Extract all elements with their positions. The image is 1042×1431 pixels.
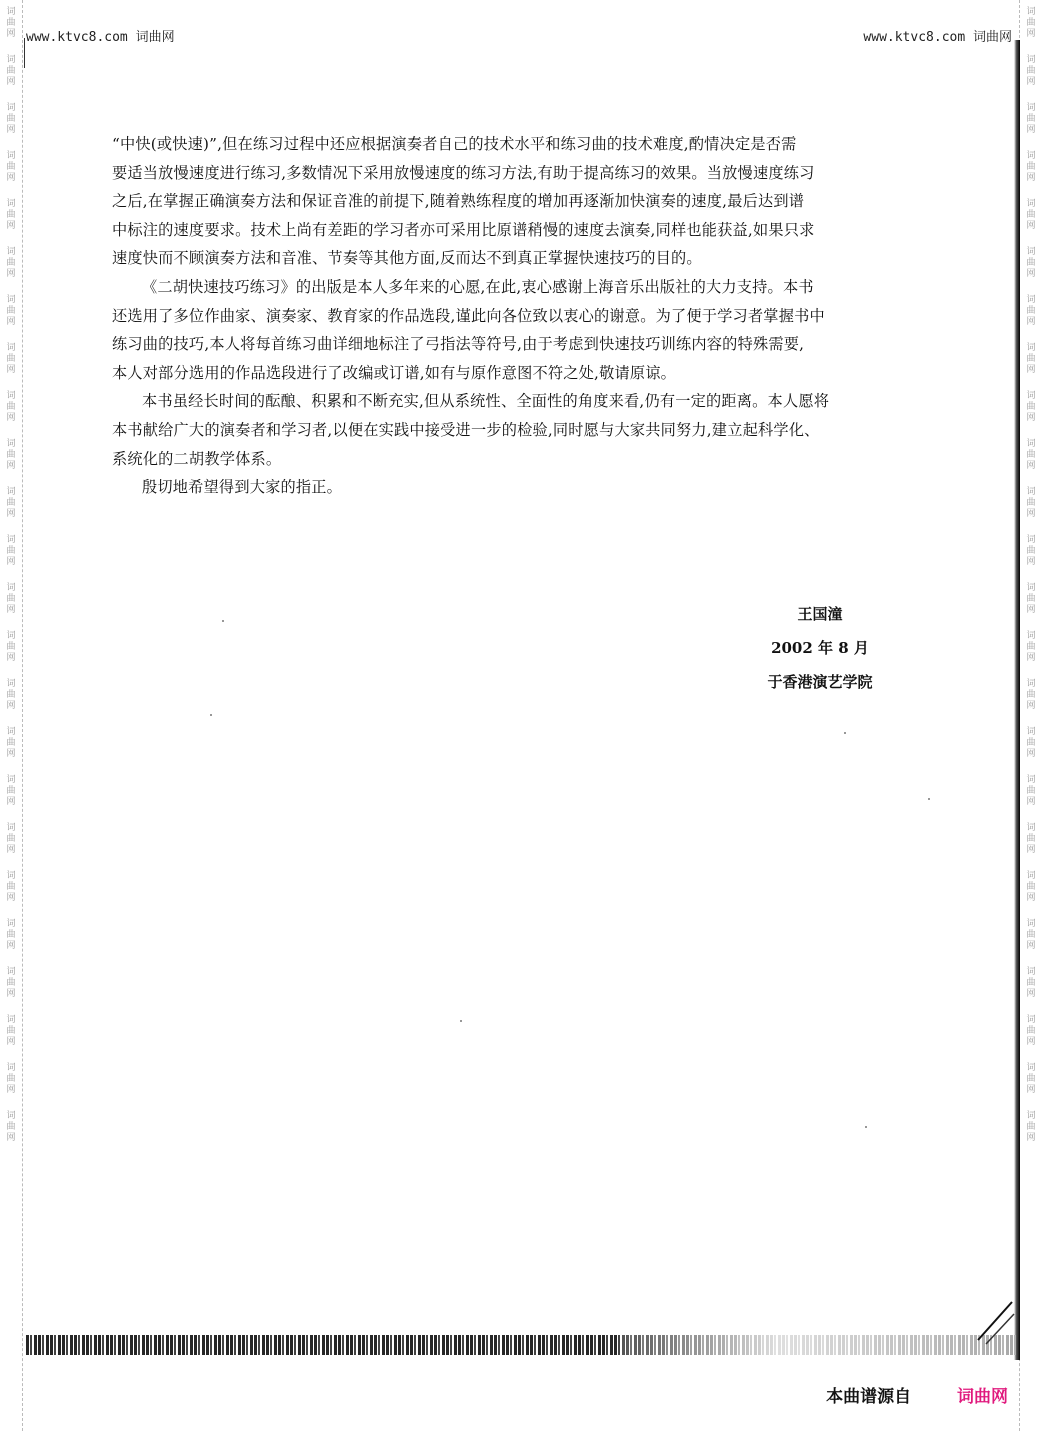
text-line: 殷切地希望得到大家的指正。 — [142, 478, 343, 497]
rail-watermark-char: 曲 — [1026, 66, 1036, 76]
rail-watermark-char: 词 — [1026, 1015, 1036, 1025]
rail-watermark-char: 网 — [1026, 1037, 1036, 1047]
rail-watermark-mark — [1026, 336, 1035, 384]
rail-watermark-char: 曲 — [1026, 546, 1036, 556]
rail-watermark-mark — [1026, 1104, 1035, 1152]
rail-watermark-mark — [1026, 768, 1035, 816]
rail-watermark-mark — [1026, 144, 1035, 192]
page-edge-right — [1014, 40, 1020, 1360]
rail-watermark-char: 曲 — [6, 546, 16, 556]
rail-watermark-char: 词 — [1026, 1111, 1036, 1121]
rail-watermark-char: 词 — [6, 727, 16, 737]
rail-watermark-char: 曲 — [6, 738, 16, 748]
header-site-url-right[interactable]: www.ktvc8.com 词曲网 — [863, 30, 1012, 45]
rail-watermark-char: 词 — [1026, 583, 1036, 593]
rail-watermark-mark — [6, 48, 15, 96]
rail-watermark-char: 词 — [6, 871, 16, 881]
rail-watermark-char: 网 — [6, 269, 16, 279]
rail-watermark-char: 网 — [1026, 461, 1036, 471]
rail-watermark-mark — [1026, 384, 1035, 432]
rail-watermark-mark — [6, 1056, 15, 1104]
rail-watermark-mark — [6, 192, 15, 240]
scan-speck — [210, 714, 212, 716]
preface-body — [112, 130, 934, 502]
rail-watermark-mark — [1026, 288, 1035, 336]
rail-watermark-char: 词 — [6, 151, 16, 161]
rail-watermark-char: 网 — [1026, 269, 1036, 279]
rail-watermark-char: 曲 — [6, 402, 16, 412]
rail-watermark-char: 曲 — [6, 210, 16, 220]
rail-watermark-char: 词 — [1026, 775, 1036, 785]
rail-watermark-char: 网 — [1026, 509, 1036, 519]
scan-edge-fade — [620, 1335, 1016, 1355]
rail-watermark-mark — [1026, 0, 1035, 48]
rail-watermark-mark — [6, 1008, 15, 1056]
rail-watermark-mark — [6, 1104, 15, 1152]
page-edge-left — [24, 38, 25, 68]
rail-watermark-char: 网 — [6, 605, 16, 615]
rail-watermark-char: 曲 — [6, 930, 16, 940]
rail-watermark-char: 词 — [6, 343, 16, 353]
rail-watermark-char: 词 — [6, 7, 16, 17]
rail-watermark-char: 词 — [1026, 631, 1036, 641]
rail-watermark-char: 词 — [1026, 535, 1036, 545]
rail-watermark-char: 曲 — [1026, 306, 1036, 316]
rail-watermark-char: 词 — [6, 823, 16, 833]
rail-watermark-char: 曲 — [6, 882, 16, 892]
rail-watermark-char: 曲 — [1026, 594, 1036, 604]
rail-watermark-mark — [1026, 240, 1035, 288]
rail-watermark-mark — [6, 384, 15, 432]
rail-watermark-mark — [6, 336, 15, 384]
rail-watermark-mark — [1026, 960, 1035, 1008]
text-line: 本书虽经长时间的酝酿、积累和不断充实,但从系统性、全面性的角度来看,仍有一定的距离。本人愿将 — [142, 392, 830, 411]
rail-watermark-mark — [1026, 96, 1035, 144]
rail-watermark-char: 网 — [1026, 749, 1036, 759]
rail-watermark-char: 词 — [1026, 343, 1036, 353]
rail-watermark-mark — [1026, 864, 1035, 912]
rail-watermark-char: 曲 — [1026, 450, 1036, 460]
rail-watermark-char: 曲 — [1026, 1026, 1036, 1036]
rail-watermark-char: 曲 — [1026, 978, 1036, 988]
rail-watermark-char: 曲 — [6, 834, 16, 844]
rail-watermark-char: 曲 — [6, 162, 16, 172]
scan-speck — [865, 1126, 867, 1128]
rail-watermark-char: 曲 — [6, 114, 16, 124]
rail-watermark-char: 词 — [1026, 967, 1036, 977]
rail-watermark-char: 曲 — [6, 258, 16, 268]
rail-watermark-char: 词 — [6, 295, 16, 305]
rail-watermark-mark — [1026, 480, 1035, 528]
rail-watermark-mark — [6, 144, 15, 192]
rail-watermark-char: 网 — [6, 413, 16, 423]
rail-watermark-mark — [1026, 192, 1035, 240]
rail-watermark-char: 词 — [6, 919, 16, 929]
rail-watermark-mark — [1026, 624, 1035, 672]
rail-watermark-char: 网 — [1026, 701, 1036, 711]
rail-watermark-char: 网 — [6, 989, 16, 999]
rail-watermark-char: 曲 — [1026, 642, 1036, 652]
rail-watermark-mark — [6, 672, 15, 720]
rail-watermark-char: 网 — [1026, 317, 1036, 327]
rail-watermark-char: 网 — [1026, 221, 1036, 231]
rail-watermark-char: 曲 — [1026, 258, 1036, 268]
rail-watermark-char: 网 — [6, 653, 16, 663]
rail-watermark-char: 词 — [6, 535, 16, 545]
rail-watermark-char: 网 — [1026, 797, 1036, 807]
rail-watermark-mark — [1026, 48, 1035, 96]
rail-watermark-char: 网 — [1026, 77, 1036, 87]
rail-watermark-char: 词 — [6, 487, 16, 497]
footer-source — [826, 1382, 1008, 1407]
text-line: 《二胡快速技巧练习》的出版是本人多年来的心愿,在此,衷心感谢上海音乐出版社的大力支持。本书 — [142, 277, 814, 296]
rail-watermark-char: 词 — [1026, 919, 1036, 929]
rail-watermark-char: 曲 — [1026, 930, 1036, 940]
rail-watermark-char: 曲 — [1026, 18, 1036, 28]
text-line: 本人对部分选用的作品选段进行了改编或订谱,如有与原作意图不符之处,敬请原谅。 — [112, 363, 677, 382]
rail-watermark-char: 词 — [1026, 295, 1036, 305]
scan-speck — [844, 732, 846, 734]
signature-date: 2002 年 8 月 — [771, 639, 869, 657]
rail-watermark-mark — [6, 240, 15, 288]
header-site-url-left[interactable]: www.ktvc8.com 词曲网 — [26, 30, 175, 45]
footer-brand-link[interactable]: 词曲网 — [957, 1387, 1008, 1407]
rail-watermark-mark — [6, 816, 15, 864]
rail-watermark-char: 词 — [1026, 439, 1036, 449]
rail-watermark-char: 网 — [6, 749, 16, 759]
rail-watermark-mark — [6, 432, 15, 480]
rail-watermark-char: 网 — [1026, 989, 1036, 999]
rail-watermark-char: 词 — [1026, 247, 1036, 257]
rail-watermark-char: 词 — [6, 1111, 16, 1121]
rail-watermark-char: 曲 — [6, 1122, 16, 1132]
rail-watermark-mark — [6, 960, 15, 1008]
rail-watermark-char: 词 — [6, 247, 16, 257]
rail-watermark-char: 网 — [6, 1037, 16, 1047]
rail-watermark-char: 词 — [6, 1015, 16, 1025]
rail-watermark-mark — [1026, 672, 1035, 720]
rail-watermark-char: 网 — [6, 557, 16, 567]
rail-watermark-char: 曲 — [6, 306, 16, 316]
rail-watermark-char: 曲 — [1026, 354, 1036, 364]
rail-watermark-char: 曲 — [6, 1074, 16, 1084]
rail-watermark-char: 网 — [1026, 941, 1036, 951]
rail-watermark-char: 网 — [6, 941, 16, 951]
rail-watermark-char: 曲 — [6, 690, 16, 700]
text-line: 系统化的二胡教学体系。 — [112, 449, 282, 468]
text-line: 练习曲的技巧,本人将每首练习曲详细地标注了弓指法等符号,由于考虑到快速技巧训练内容的特殊需要, — [112, 335, 805, 354]
rail-watermark-char: 曲 — [6, 450, 16, 460]
rail-watermark-char: 网 — [6, 893, 16, 903]
rail-watermark-mark — [6, 528, 15, 576]
rail-watermark-mark — [1026, 528, 1035, 576]
rail-watermark-mark — [1026, 432, 1035, 480]
signature-block — [740, 597, 900, 699]
rail-watermark-char: 曲 — [6, 18, 16, 28]
rail-watermark-char: 词 — [1026, 55, 1036, 65]
rail-watermark-char: 网 — [1026, 29, 1036, 39]
rail-watermark-char: 词 — [1026, 151, 1036, 161]
rail-watermark-char: 网 — [1026, 845, 1036, 855]
author-name: 王国潼 — [797, 605, 843, 623]
rail-watermark-char: 词 — [6, 103, 16, 113]
rail-watermark-char: 网 — [1026, 893, 1036, 903]
rail-watermark-mark — [1026, 1056, 1035, 1104]
rail-watermark-char: 曲 — [1026, 498, 1036, 508]
rail-watermark-char: 网 — [1026, 1085, 1036, 1095]
rail-watermark-char: 词 — [6, 967, 16, 977]
rail-watermark-mark — [6, 912, 15, 960]
rail-watermark-char: 曲 — [1026, 786, 1036, 796]
rail-watermark-char: 词 — [1026, 487, 1036, 497]
rail-watermark-mark — [6, 0, 15, 48]
rail-watermark-char: 词 — [1026, 103, 1036, 113]
rail-watermark-char: 曲 — [6, 498, 16, 508]
rail-watermark-char: 词 — [6, 55, 16, 65]
rail-watermark-char: 曲 — [1026, 162, 1036, 172]
rail-watermark-char: 网 — [6, 1133, 16, 1143]
rail-watermark-mark — [1026, 576, 1035, 624]
rail-watermark-char: 网 — [6, 1085, 16, 1095]
rail-watermark-char: 词 — [1026, 199, 1036, 209]
rail-watermark-mark — [6, 288, 15, 336]
scan-speck — [460, 1020, 462, 1022]
right-rail-marks — [1020, 0, 1042, 1152]
right-watermark-rail — [1019, 0, 1042, 1431]
rail-watermark-mark — [6, 624, 15, 672]
rail-watermark-char: 曲 — [6, 978, 16, 988]
rail-watermark-char: 网 — [6, 317, 16, 327]
rail-watermark-char: 网 — [1026, 653, 1036, 663]
rail-watermark-char: 网 — [6, 173, 16, 183]
signature-place: 于香港演艺学院 — [767, 673, 873, 691]
rail-watermark-char: 曲 — [1026, 882, 1036, 892]
rail-watermark-char: 网 — [6, 797, 16, 807]
rail-watermark-mark — [1026, 720, 1035, 768]
rail-watermark-char: 网 — [1026, 125, 1036, 135]
rail-watermark-char: 词 — [6, 679, 16, 689]
rail-watermark-char: 词 — [1026, 391, 1036, 401]
rail-watermark-char: 曲 — [1026, 738, 1036, 748]
rail-watermark-char: 词 — [1026, 823, 1036, 833]
rail-watermark-mark — [6, 96, 15, 144]
rail-watermark-char: 曲 — [1026, 1122, 1036, 1132]
rail-watermark-char: 网 — [1026, 365, 1036, 375]
rail-watermark-char: 曲 — [6, 594, 16, 604]
rail-watermark-char: 曲 — [1026, 114, 1036, 124]
rail-watermark-mark — [1026, 1008, 1035, 1056]
scan-speck — [222, 620, 224, 622]
rail-watermark-char: 曲 — [6, 1026, 16, 1036]
rail-watermark-char: 词 — [6, 391, 16, 401]
rail-watermark-char: 网 — [1026, 1133, 1036, 1143]
rail-watermark-char: 网 — [6, 125, 16, 135]
rail-watermark-mark — [6, 864, 15, 912]
text-line: 中标注的速度要求。技术上尚有差距的学习者亦可采用比原谱稍慢的速度去演奏,同样也能获益,如果只求 — [112, 220, 815, 239]
rail-watermark-char: 网 — [1026, 173, 1036, 183]
text-line: 之后,在掌握正确演奏方法和保证音准的前提下,随着熟练程度的增加再逐渐加快演奏的速度,最后达到谱 — [112, 192, 805, 211]
rail-watermark-char: 网 — [6, 29, 16, 39]
rail-watermark-char: 词 — [6, 775, 16, 785]
text-line: 要适当放慢速度进行练习,多数情况下采用放慢速度的练习方法,有助于提高练习的效果。当放慢速度练习 — [112, 163, 815, 182]
rail-watermark-char: 词 — [6, 631, 16, 641]
rail-watermark-mark — [6, 768, 15, 816]
rail-watermark-char: 网 — [6, 365, 16, 375]
rail-watermark-char: 网 — [6, 701, 16, 711]
rail-watermark-char: 词 — [1026, 1063, 1036, 1073]
rail-watermark-mark — [1026, 912, 1035, 960]
rail-watermark-char: 词 — [1026, 727, 1036, 737]
rail-watermark-char: 曲 — [6, 786, 16, 796]
page-corner-curl — [968, 1300, 1018, 1360]
rail-watermark-char: 曲 — [6, 66, 16, 76]
rail-watermark-char: 网 — [6, 77, 16, 87]
rail-watermark-char: 曲 — [1026, 834, 1036, 844]
scan-speck — [928, 798, 930, 800]
rail-watermark-char: 曲 — [1026, 690, 1036, 700]
footer-source-label: 本曲谱源自 — [826, 1387, 912, 1407]
text-line: 还选用了多位作曲家、演奏家、教育家的作品选段,谨此向各位致以衷心的谢意。为了便于学习者掌握书中 — [112, 306, 825, 325]
rail-watermark-char: 词 — [6, 199, 16, 209]
rail-watermark-char: 网 — [6, 221, 16, 231]
rail-watermark-mark — [1026, 816, 1035, 864]
rail-watermark-char: 词 — [6, 439, 16, 449]
text-line: 速度快而不顾演奏方法和音准、节奏等其他方面,反而达不到真正掌握快速技巧的目的。 — [112, 249, 702, 268]
rail-watermark-char: 曲 — [6, 642, 16, 652]
rail-watermark-char: 词 — [1026, 871, 1036, 881]
rail-watermark-char: 曲 — [1026, 402, 1036, 412]
rail-watermark-char: 网 — [1026, 605, 1036, 615]
rail-watermark-char: 网 — [1026, 557, 1036, 567]
rail-watermark-char: 词 — [6, 1063, 16, 1073]
rail-watermark-char: 词 — [6, 583, 16, 593]
rail-watermark-mark — [6, 720, 15, 768]
rail-watermark-mark — [6, 480, 15, 528]
rail-watermark-mark — [6, 576, 15, 624]
left-watermark-rail — [0, 0, 23, 1431]
rail-watermark-char: 曲 — [6, 354, 16, 364]
rail-watermark-char: 网 — [1026, 413, 1036, 423]
rail-watermark-char: 网 — [6, 461, 16, 471]
left-rail-marks — [0, 0, 22, 1152]
rail-watermark-char: 网 — [6, 845, 16, 855]
rail-watermark-char: 网 — [6, 509, 16, 519]
rail-watermark-char: 曲 — [1026, 210, 1036, 220]
text-line: “中快(或快速)”,但在练习过程中还应根据演奏者自己的技术水平和练习曲的技术难度,酌情决定是否需 — [112, 135, 797, 153]
rail-watermark-char: 曲 — [1026, 1074, 1036, 1084]
rail-watermark-char: 词 — [1026, 7, 1036, 17]
rail-watermark-char: 词 — [1026, 679, 1036, 689]
text-line: 本书献给广大的演奏者和学习者,以便在实践中接受进一步的检验,同时愿与大家共同努力,建立起科学化、 — [112, 420, 820, 439]
